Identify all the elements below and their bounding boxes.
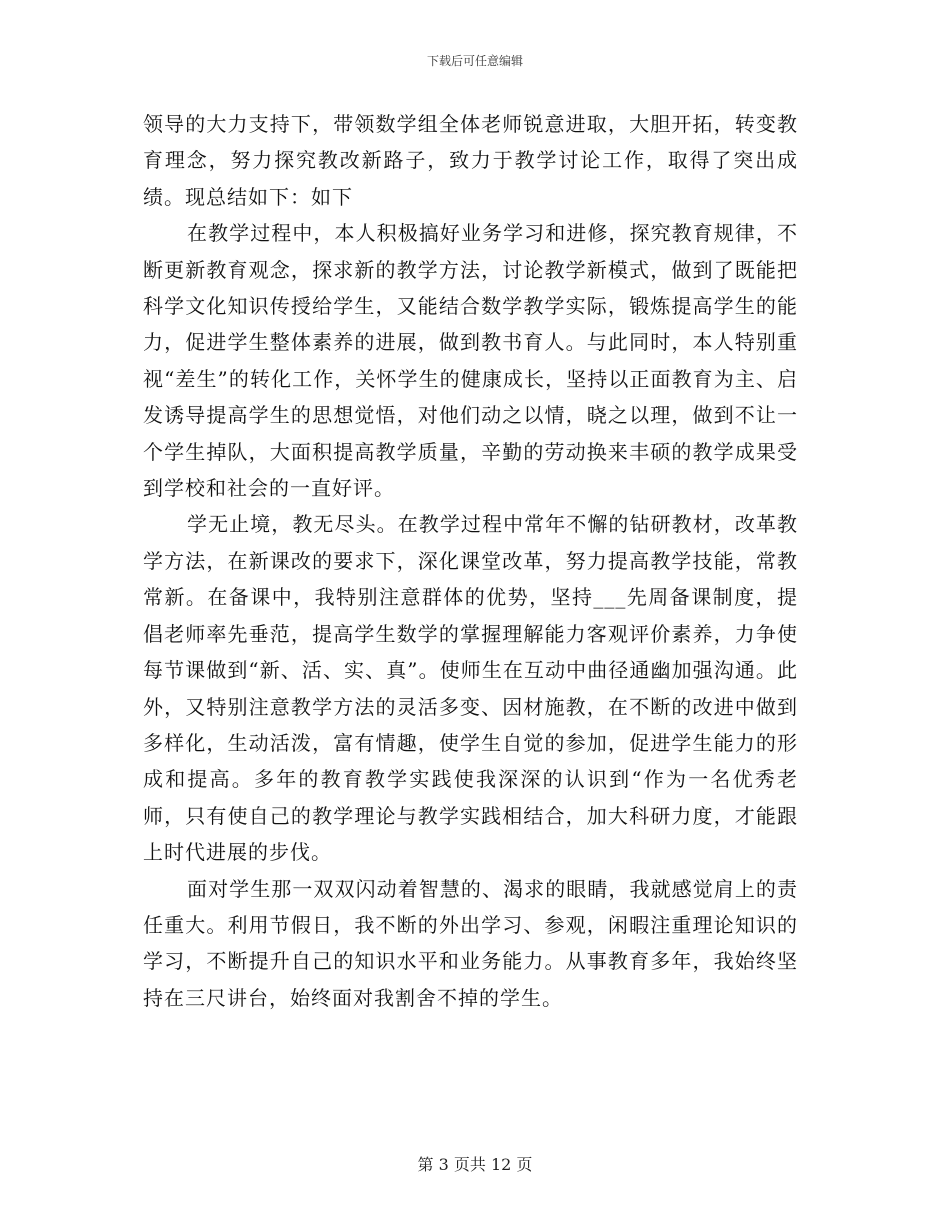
- paragraph-4: 面对学生那一双双闪动着智慧的、渴求的眼睛，我就感觉肩上的责任重大。利用节假日，我不断的外出学习、参观，闲暇注重理论知识的学习，不断提升自己的知识水平和业务能力。从事教育多年，我始终坚持在三尺讲台，始终面对我割舍不掉的学生。: [143, 876, 798, 1010]
- paragraph-3: 学无止境，教无尽头。在教学过程中常年不懈的钻研教材，改革教学方法，在新课改的要求下，深化课堂改革，努力提高教学技能，常教常新。在备课中，我特别注意群体的优势，坚持___先周备课制度，提倡老师率先垂范，提高学生数学的掌握理解能力客观评价素养，力争使每节课做到“新、活、实、真”。使师生在互动中曲径通幽加强沟通。此外，又特别注意教学方法的灵活多变、因材施教，在不断的改进中做到多样化，生动活泼，富有情趣，使学生自觉的参加，促进学生能力的形成和提高。多年的教育教学实践使我深深的认识到“作为一名优秀老师，只有使自己的教学理论与教学实践相结合，加大科研力度，才能跟上时代进展的步伐。: [143, 512, 798, 865]
- document-body: [143, 106, 798, 1016]
- page-header: 下载后可任意编辑: [426, 54, 523, 68]
- paragraph-2: 在教学过程中，本人积极搞好业务学习和进修，探究教育规律，不断更新教育观念，探求新的教学方法，讨论教学新模式，做到了既能把科学文化知识传授给学生，又能结合数学教学实际，锻炼提高学生的能力，促进学生整体素养的进展，做到教书育人。与此同时，本人特别重视“差生”的转化工作，关怀学生的健康成长，坚持以正面教育为主、启发诱导提高学生的思想觉悟，对他们动之以情，晓之以理，做到不让一个学生掉队，大面积提高教学质量，辛勤的劳动换来丰硕的教学成果受到学校和社会的一直好评。: [143, 221, 798, 501]
- paragraph-1: 领导的大力支持下，带领数学组全体老师锐意进取，大胆开拓，转变教育理念，努力探究教改新路子，致力于教学讨论工作，取得了突出成绩。现总结如下：如下: [143, 112, 798, 209]
- page-number: 第 3 页共 12 页: [417, 1155, 533, 1174]
